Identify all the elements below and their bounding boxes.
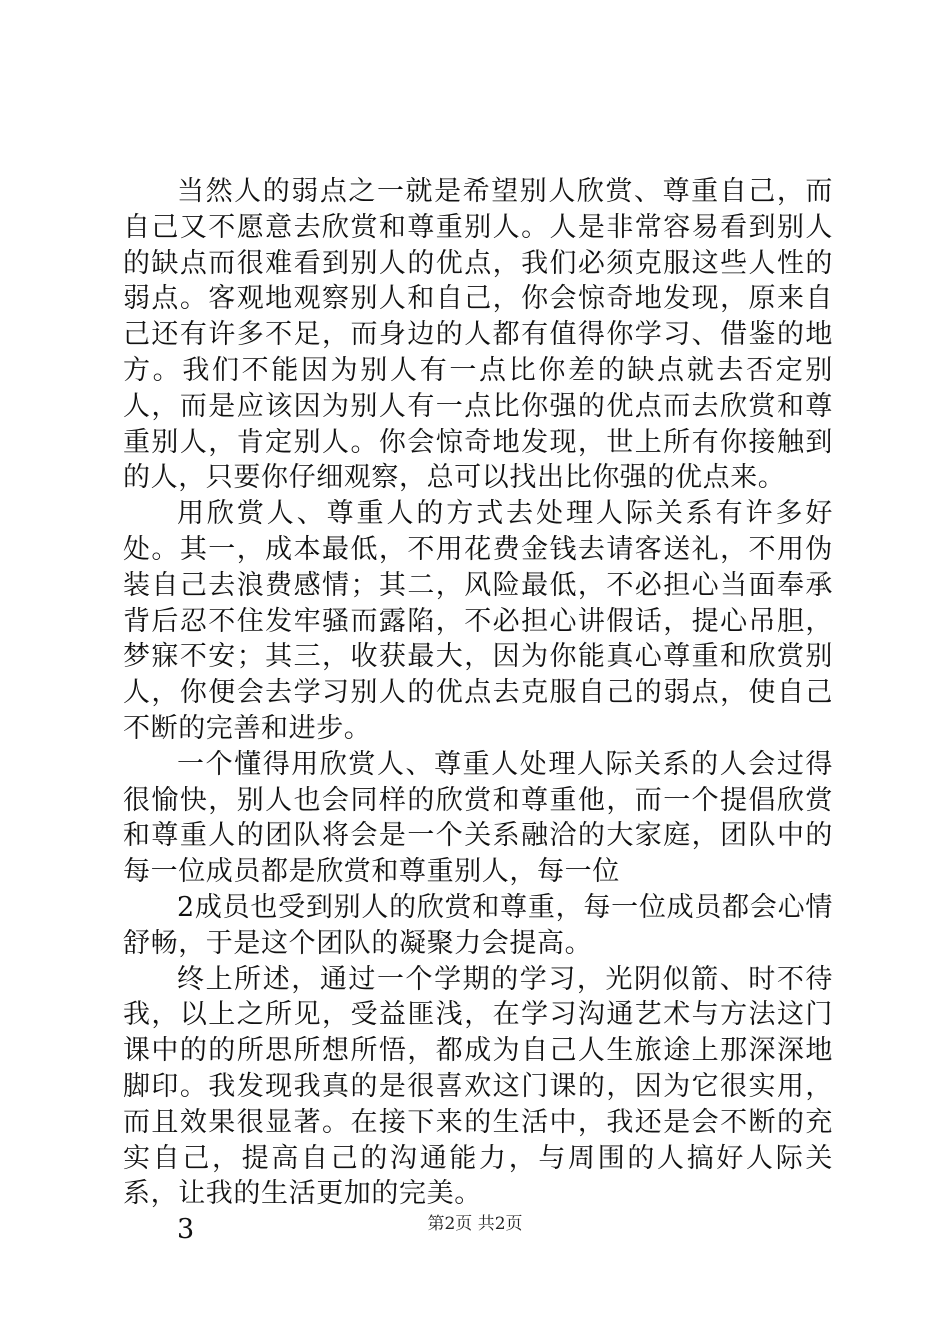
paragraph-page-marker: 3 (177, 1214, 195, 1246)
paragraph-team-continued: 2成员也受到别人的欣赏和尊重，每一位成员都会心情舒畅，于是这个团队的凝聚力会提高。 (123, 891, 833, 959)
paragraph-conclusion: 终上所述，通过一个学期的学习，光阴似箭、时不待我，以上之所见，受益匪浅，在学习沟通艺术与方法这门课中的的所思所想所悟，都成为自己人生旅途上那深深地脚印。我发现我真的是很喜欢这门课的，因为它很实用，而且效果很显著。在接下来的生活中，我还是会不断的充实自己，提高自己的沟通能力，与周围的人搞好人际关系，让我的生活更加的完美。 (123, 963, 833, 1210)
document-body (123, 174, 833, 1248)
paragraph-team: 一个懂得用欣赏人、尊重人处理人际关系的人会过得很愉快，别人也会同样的欣赏和尊重他，而一个提倡欣赏和尊重人的团队将会是一个关系融洽的大家庭，团队中的每一位成员都是欣赏和尊重别人，每一位 (123, 748, 833, 888)
paragraph-benefits: 用欣赏人、尊重人的方式去处理人际关系有许多好处。其一，成本最低，不用花费金钱去请客送礼，不用伪装自己去浪费感情；其二，风险最低，不必担心当面奉承背后忍不住发牢骚而露陷，不必担心讲假话，提心吊胆，梦寐不安；其三，收获最大，因为你能真心尊重和欣赏别人，你便会去学习别人的优点去克服自己的弱点，使自己不断的完善和进步。 (123, 498, 833, 744)
paragraph-appreciate-others: 当然人的弱点之一就是希望别人欣赏、尊重自己，而自己又不愿意去欣赏和尊重别人。人是非常容易看到别人的缺点而很难看到别人的优点，我们必须克服这些人性的弱点。客观地观察别人和自己，你会惊奇地发现，原来自己还有许多不足，而身边的人都有值得你学习、借鉴的地方。我们不能因为别人有一点比你差的缺点就去否定别人，而是应该因为别人有一点比你强的优点而去欣赏和尊重别人，肯定别人。你会惊奇地发现，世上所有你接触到的人，只要你仔细观察，总可以找出比你强的优点来。 (123, 176, 833, 494)
page-footer: 第2页 共2页 (427, 1214, 523, 1234)
